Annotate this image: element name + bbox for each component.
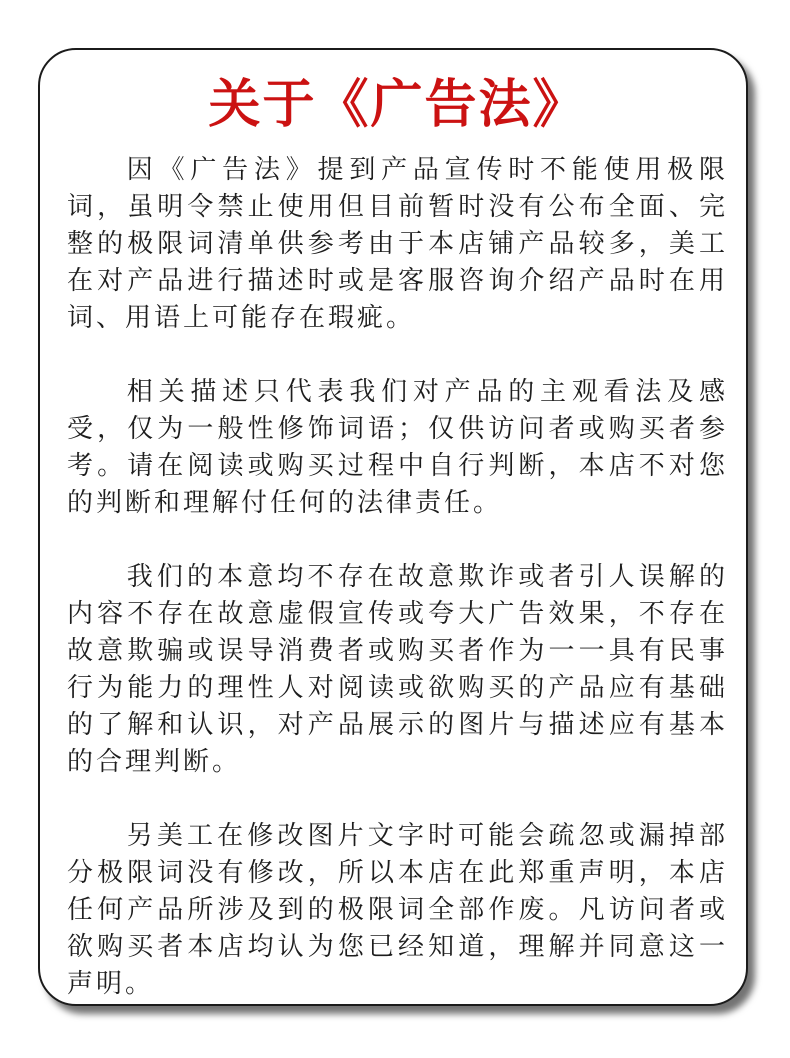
paragraph-subjective-description: 相关描述只代表我们对产品的主观看法及感受，仅为一般性修饰词语；仅供访问者或购买者参考。请在阅读或购买过程中自行判断，本店不对您的判断和理解付任何的法律责任。 xyxy=(67,377,728,518)
notice-card xyxy=(38,48,748,1006)
paragraph-extreme-words-void: 另美工在修改图片文字时可能会疏忽或漏掉部分极限词没有修改，所以本店在此郑重声明，本店任何产品所涉及到的极限词全部作废。凡访问者或欲购买者本店均认为您已经知道，理解并同意这一声明。 xyxy=(67,821,728,999)
paragraph-advertising-law-intro: 因《广告法》提到产品宣传时不能使用极限词，虽明令禁止使用但目前暂时没有公布全面、完整的极限词清单供参考由于本店铺产品较多，美工在对产品进行描述时或是客服咨询介绍产品时在用词、用语上可能存在瑕疵。 xyxy=(67,155,728,333)
paragraph-no-deception-intent: 我们的本意均不存在故意欺诈或者引人误解的内容不存在故意虚假宣传或夸大广告效果，不存在故意欺骗或误导消费者或购买者作为一一具有民事行为能力的理性人对阅读或欲购买的产品应有基础的了解和认识，对产品展示的图片与描述应有基本的合理判断。 xyxy=(67,562,728,777)
page-title: 关于《广告法》 xyxy=(208,75,587,135)
